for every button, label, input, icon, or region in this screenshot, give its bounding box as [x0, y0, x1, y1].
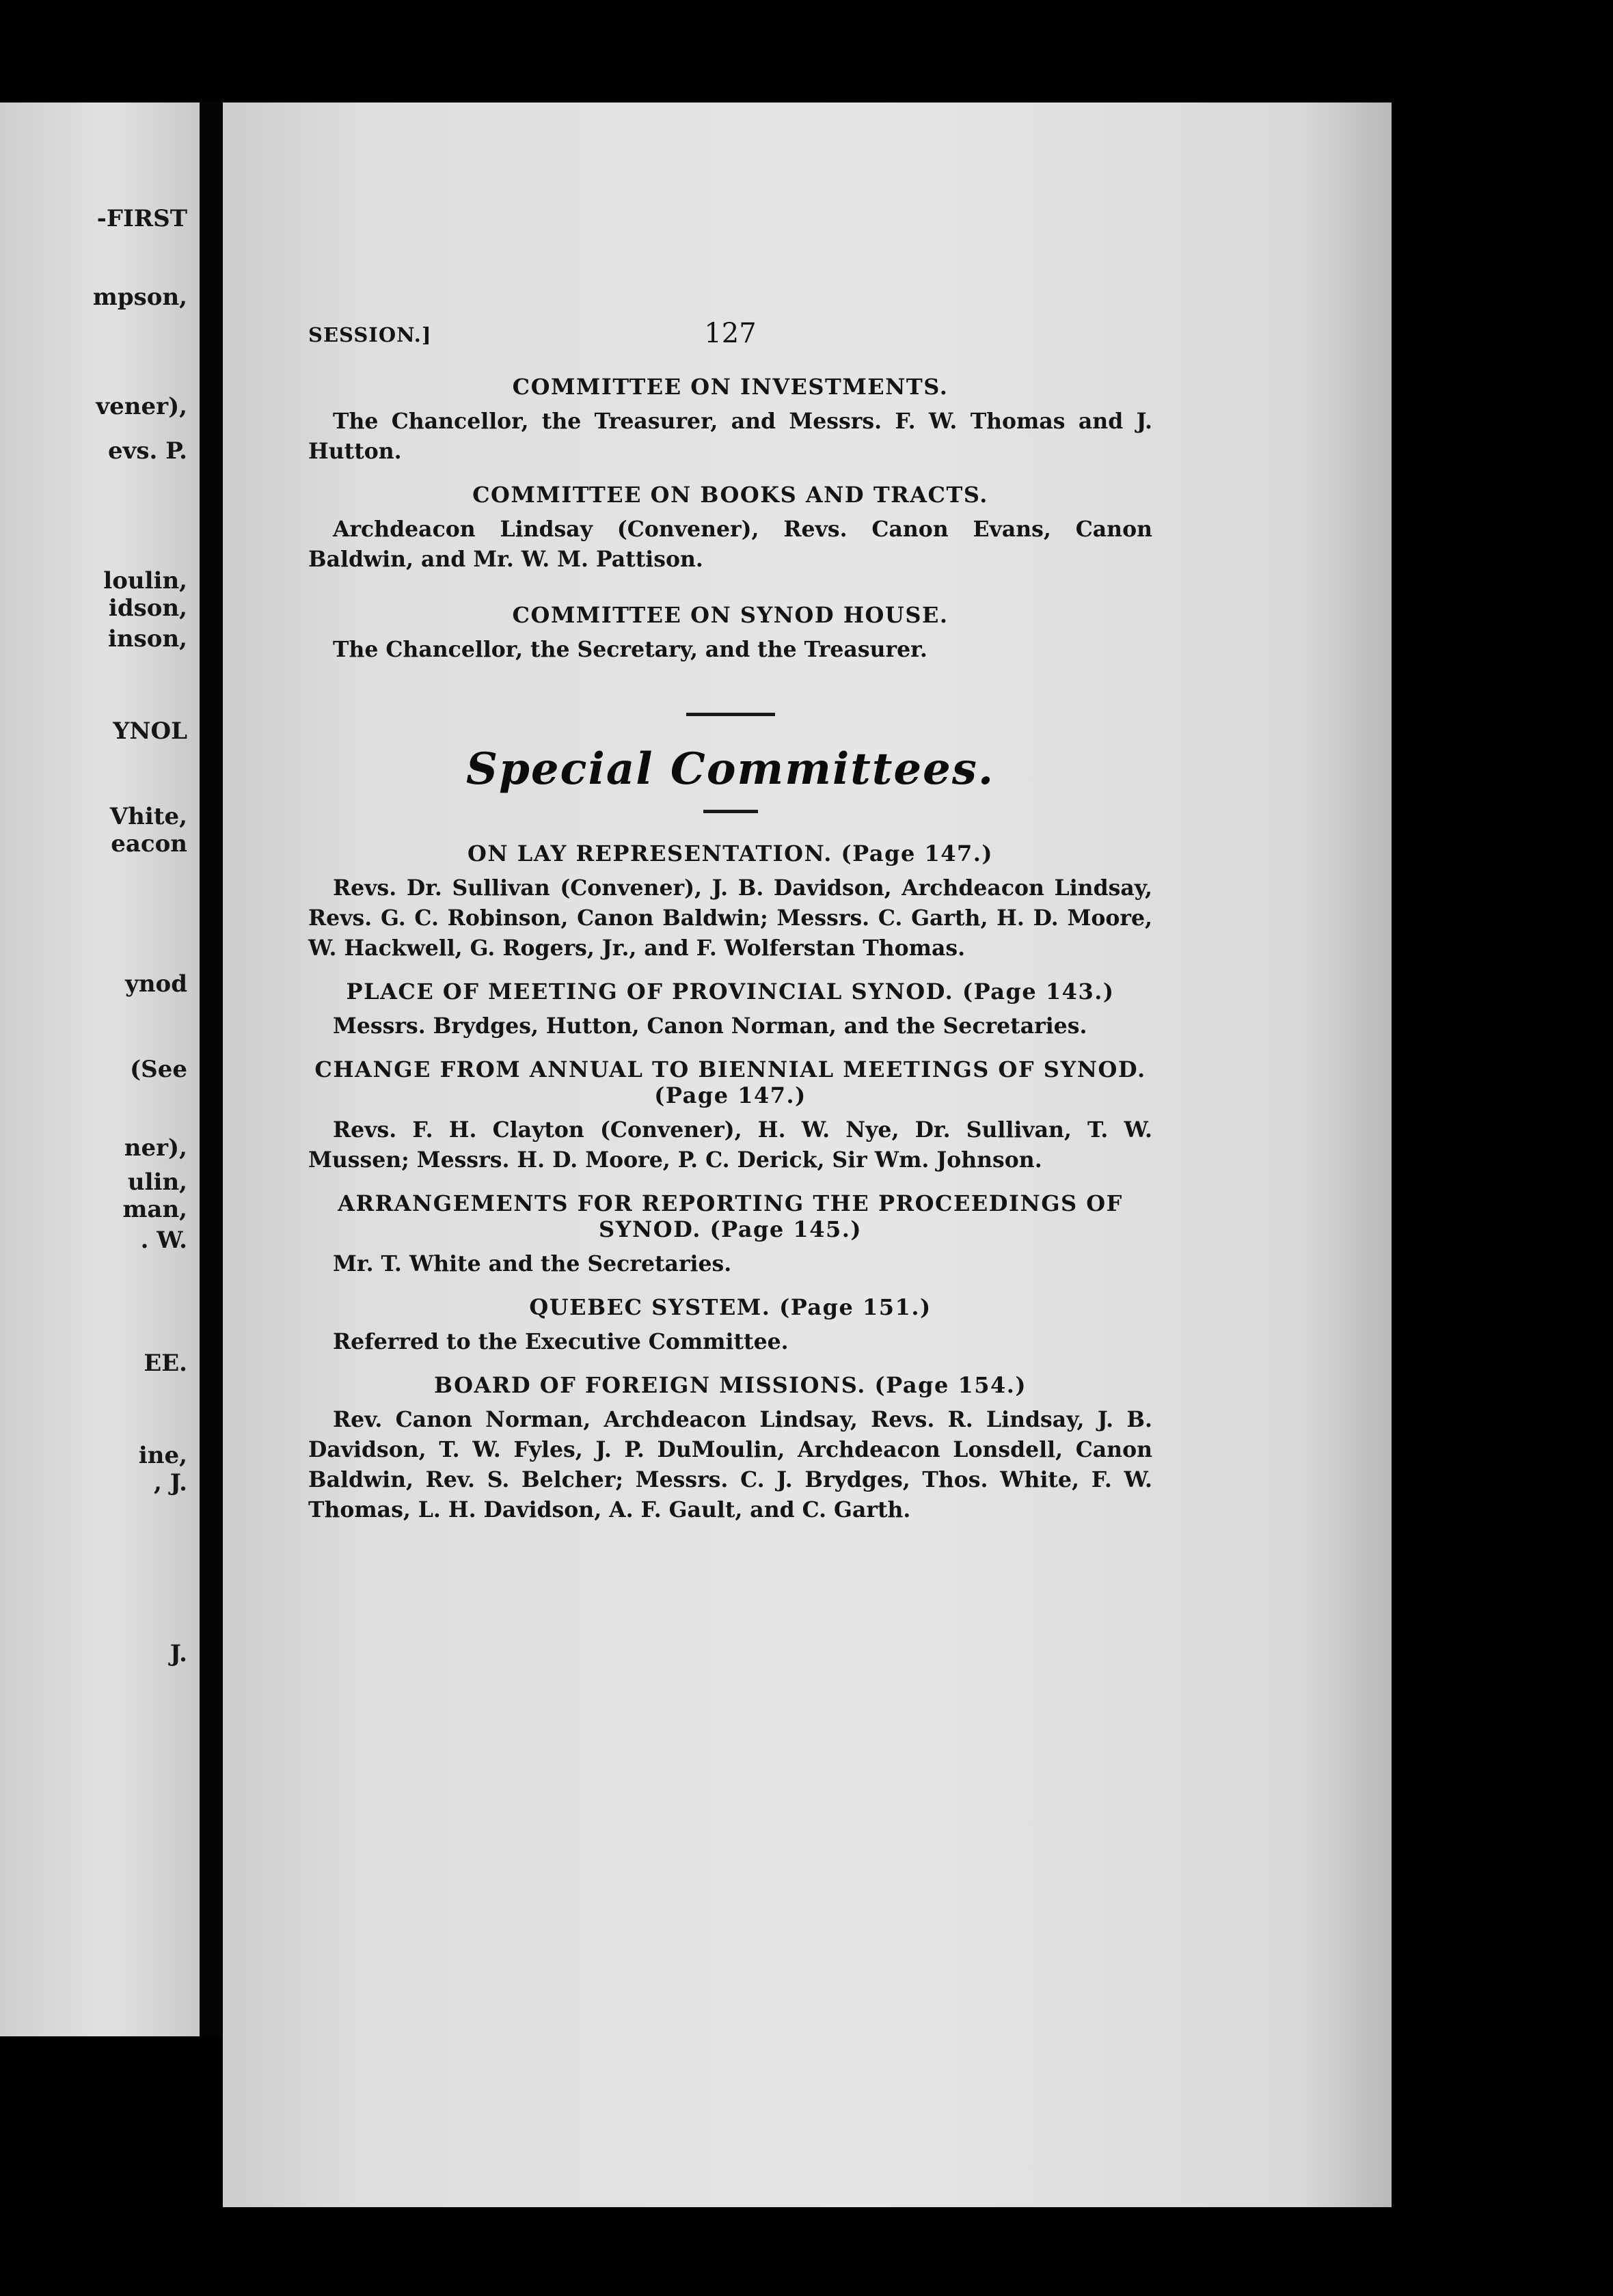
special-committee-title: ARRANGEMENTS FOR REPORTING THE PROCEEDINGS OF SYNOD. (Page 145.) — [338, 1190, 1123, 1242]
adjacent-page — [0, 102, 200, 2036]
running-head-section: SESSION.] — [308, 323, 432, 346]
book-spine — [200, 102, 223, 2036]
adjacent-page-text-fragment: mpson, — [92, 284, 187, 311]
adjacent-page-text-fragment: EE. — [144, 1350, 187, 1377]
special-committees-heading: Special Committees. — [465, 743, 995, 795]
adjacent-page-text-fragment: -FIRST — [96, 205, 187, 232]
committee-members: The Chancellor, the Treasurer, and Messrs. F. W. Thomas and J. Hutton. — [308, 409, 1152, 464]
adjacent-page-text-fragment: ine, — [138, 1442, 187, 1469]
adjacent-page-text-fragment: loulin, — [103, 567, 187, 594]
page-content — [308, 318, 1152, 1525]
special-committee-members: Referred to the Executive Committee. — [333, 1329, 789, 1354]
special-committee-title: PLACE OF MEETING OF PROVINCIAL SYNOD. (Page 143.) — [346, 979, 1115, 1004]
adjacent-page-text-fragment: J. — [170, 1640, 187, 1667]
adjacent-page-text-fragment: . W. — [140, 1227, 187, 1254]
adjacent-page-text-fragment: vener), — [96, 393, 187, 420]
book-page — [223, 102, 1392, 2207]
adjacent-page-text-fragment: inson, — [107, 625, 187, 653]
committee-title: COMMITTEE ON BOOKS AND TRACTS. — [472, 482, 988, 508]
adjacent-page-text-fragment: YNOL — [113, 718, 187, 745]
adjacent-page-text-fragment: evs. P. — [108, 437, 187, 465]
special-committee-members: Messrs. Brydges, Hutton, Canon Norman, and the Secretaries. — [333, 1013, 1087, 1039]
adjacent-page-text-fragment: eacon — [111, 830, 187, 858]
adjacent-page-text-fragment: Vhite, — [109, 803, 187, 830]
special-committee-title: CHANGE FROM ANNUAL TO BIENNIAL MEETINGS OF SYNOD. (Page 147.) — [314, 1056, 1146, 1108]
committee-title: COMMITTEE ON SYNOD HOUSE. — [512, 602, 949, 628]
special-committee-title: BOARD OF FOREIGN MISSIONS. (Page 154.) — [433, 1372, 1027, 1398]
committee-title: COMMITTEE ON INVESTMENTS. — [512, 374, 949, 400]
adjacent-page-text-fragment: (See — [130, 1056, 187, 1083]
committee-members: The Chancellor, the Secretary, and the Treasurer. — [333, 637, 927, 662]
adjacent-page-text-fragment: ynod — [125, 970, 187, 998]
adjacent-page-text-fragment: ulin, — [127, 1168, 187, 1196]
special-committee-title: QUEBEC SYSTEM. (Page 151.) — [529, 1294, 932, 1320]
committee-members: Archdeacon Lindsay (Convener), Revs. Canon Evans, Canon Baldwin, and Mr. W. M. Pattison. — [308, 517, 1152, 572]
special-committee-title: ON LAY REPRESENTATION. (Page 147.) — [467, 840, 994, 866]
page-number: 127 — [704, 318, 757, 349]
special-committee-members: Mr. T. White and the Secretaries. — [333, 1251, 732, 1276]
running-head — [308, 318, 1152, 359]
adjacent-page-text-fragment: idson, — [108, 594, 187, 622]
adjacent-page-text-fragment: ner), — [124, 1134, 187, 1162]
special-committee-members: Revs. Dr. Sullivan (Convener), J. B. Davidson, Archdeacon Lindsay, Revs. G. C. Robinson, Canon Baldwin; Messrs. C. Garth, H. D. Moore, W. Hackwell, G. Rogers, Jr., and F. Wolferstan Thomas. — [308, 875, 1152, 961]
adjacent-page-text-fragment: , J. — [154, 1469, 187, 1496]
special-committee-members: Rev. Canon Norman, Archdeacon Lindsay, Revs. R. Lindsay, J. B. Davidson, T. W. Fyles, J. P. DuMoulin, Archdeacon Lonsdell, Canon Baldwin, Rev. S. Belcher; Messrs. C. J. Brydges, Thos. White, F. W. Thomas, L. H. Davidson, A. F. Gault, and C. Garth. — [308, 1407, 1152, 1522]
special-committee-members: Revs. F. H. Clayton (Convener), H. W. Nye, Dr. Sullivan, T. W. Mussen; Messrs. H. D. Moore, P. C. Derick, Sir Wm. Johnson. — [308, 1117, 1152, 1173]
adjacent-page-text-fragment: man, — [122, 1196, 187, 1223]
